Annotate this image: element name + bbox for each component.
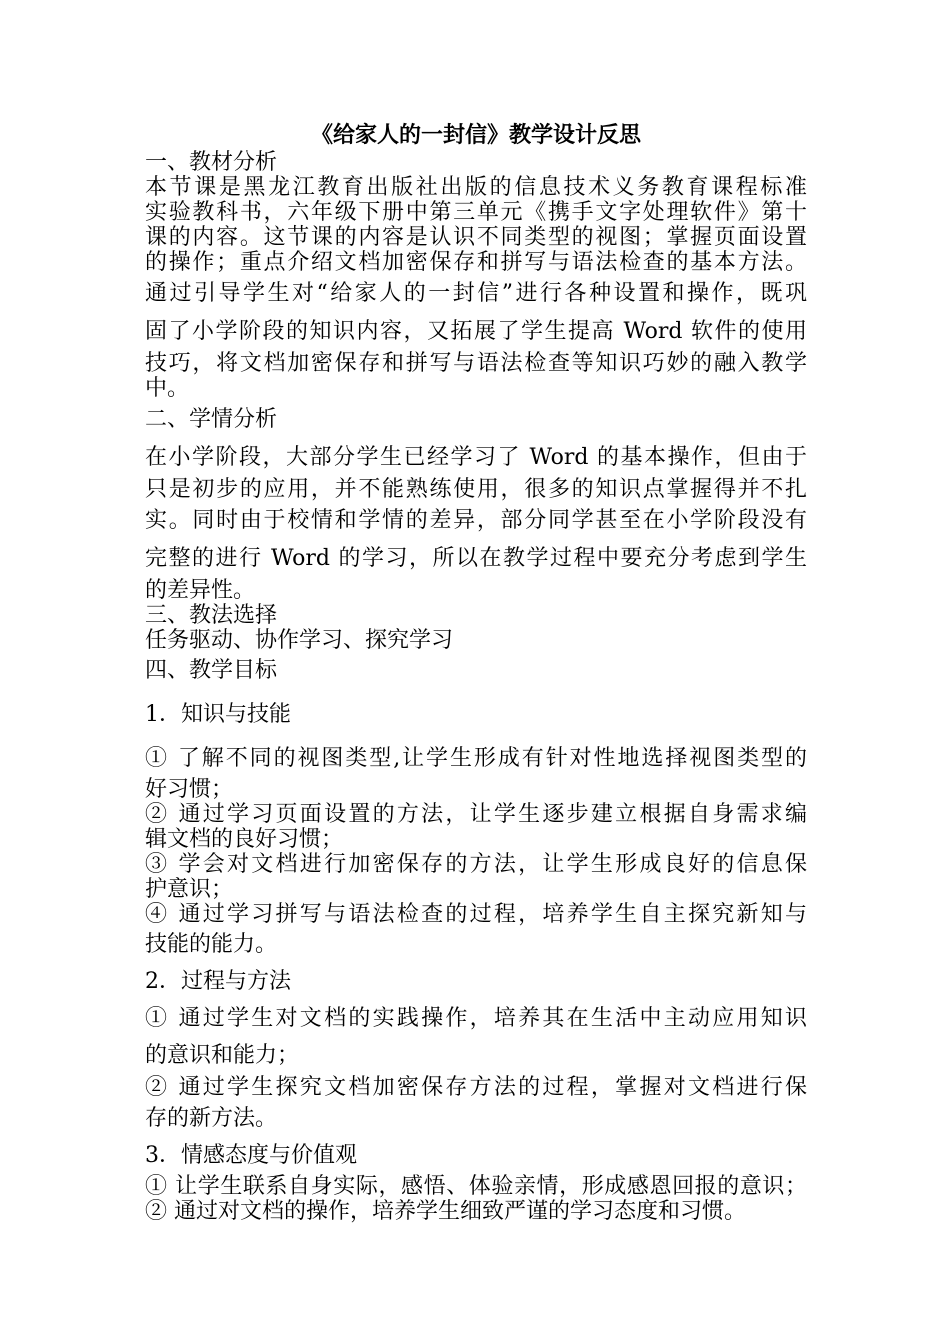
- paragraph-line: 中。: [145, 376, 190, 401]
- paragraph-line: 本节课是黑龙江教育出版社出版的信息技术义务教育课程标准: [145, 175, 807, 200]
- paragraph-line: ① 让学生联系自身实际，感悟、体验亲情，形成感恩回报的意识；: [145, 1174, 807, 1199]
- paragraph-line: ③ 学会对文档进行加密保存的方法，让学生形成良好的信息保: [145, 852, 807, 877]
- document-body: [145, 121, 807, 1224]
- document-title: 《给家人的一封信》教学设计反思: [310, 122, 641, 148]
- paragraph-line: 固了小学阶段的知识内容，又拓展了学生提高 Word 软件的使用: [145, 319, 807, 344]
- paragraph-line: 技巧，将文档加密保存和拼写与语法检查等知识巧妙的融入教学: [145, 351, 807, 376]
- section-heading: 三、教法选择: [145, 603, 278, 628]
- paragraph-line: 课的内容。这节课的内容是认识不同类型的视图；掌握页面设置: [145, 225, 807, 250]
- paragraph-line: 的差异性。: [145, 578, 256, 603]
- paragraph-line: 实。同时由于校情和学情的差异，部分同学甚至在小学阶段没有: [145, 508, 807, 533]
- paragraph-line: 存的新方法。: [145, 1106, 278, 1131]
- paragraph-line: 在小学阶段，大部分学生已经学习了 Word 的基本操作，但由于: [145, 445, 807, 470]
- paragraph-line: 好习惯；: [145, 777, 234, 802]
- paragraph-line: 完整的进行 Word 的学习，所以在教学过程中要充分考虑到学生: [145, 546, 807, 571]
- paragraph-line: 通过引导学生对“给家人的一封信”进行各种设置和操作，既巩: [145, 281, 807, 306]
- paragraph-line: ② 通过对文档的操作，培养学生细致严谨的学习态度和习惯。: [145, 1199, 746, 1224]
- paragraph-line: ② 通过学生探究文档加密保存方法的过程，掌握对文档进行保: [145, 1075, 807, 1100]
- paragraph-line: 实验教科书，六年级下册中第三单元《携手文字处理软件》第十: [145, 200, 807, 225]
- paragraph-line: 的意识和能力；: [145, 1043, 300, 1068]
- section-heading: 一、教材分析: [145, 150, 278, 175]
- paragraph-line: 只是初步的应用，并不能熟练使用，很多的知识点掌握得并不扎: [145, 477, 807, 502]
- paragraph-line: 的操作；重点介绍文档加密保存和拼写与语法检查的基本方法。: [145, 250, 807, 275]
- section-heading: 1．知识与技能: [145, 702, 291, 727]
- paragraph-line: 技能的能力。: [145, 932, 278, 957]
- paragraph-line: ② 通过学习页面设置的方法，让学生逐步建立根据自身需求编: [145, 802, 807, 827]
- section-heading: 二、学情分析: [145, 407, 278, 432]
- section-heading: 3．情感态度与价值观: [145, 1143, 357, 1168]
- section-heading: 2．过程与方法: [145, 969, 291, 994]
- section-heading: 四、教学目标: [145, 658, 278, 683]
- document-lines: [145, 150, 807, 1224]
- paragraph-line: ① 通过学生对文档的实践操作，培养其在生活中主动应用知识: [145, 1006, 807, 1031]
- paragraph-line: 任务驱动、协作学习、探究学习: [145, 628, 454, 653]
- paragraph-line: ④ 通过学习拼写与语法检查的过程，培养学生自主探究新知与: [145, 902, 807, 927]
- paragraph-line: 辑文档的良好习惯；: [145, 827, 344, 852]
- paragraph-line: ① 了解不同的视图类型,让学生形成有针对性地选择视图类型的: [145, 746, 807, 771]
- paragraph-line: 护意识；: [145, 877, 234, 902]
